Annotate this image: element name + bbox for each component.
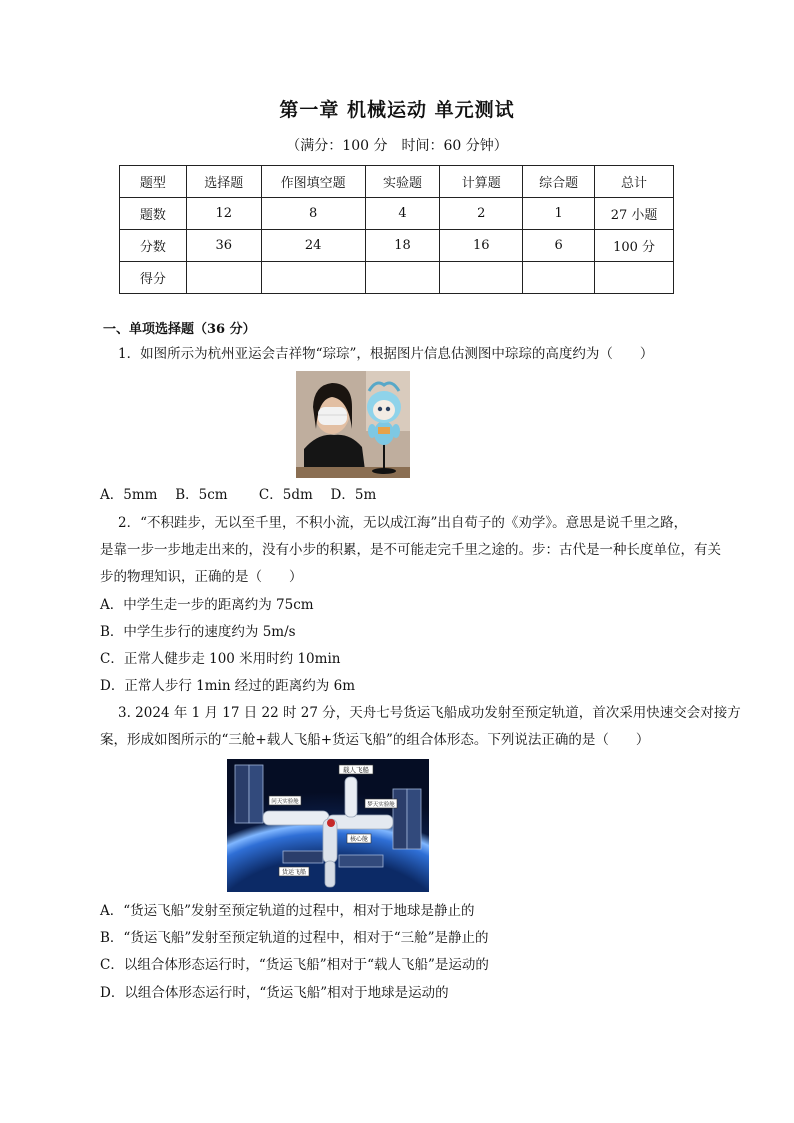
score-input-cell[interactable] <box>365 262 440 294</box>
table-cell: 12 <box>186 198 261 230</box>
table-cell: 27 小题 <box>595 198 674 230</box>
table-cell: 6 <box>523 230 595 262</box>
question-3-option-a: A．“货运飞船”发射至预定轨道的过程中，相对于地球是静止的 <box>100 903 475 919</box>
table-row <box>120 166 674 198</box>
table-cell: 综合题 <box>523 166 595 198</box>
question-2-option-a: A．中学生走一步的距离约为 75cm <box>100 597 314 613</box>
table-cell: 总计 <box>595 166 674 198</box>
score-input-cell[interactable] <box>186 262 261 294</box>
table-cell: 16 <box>440 230 523 262</box>
question-2-line: 是靠一步一步地走出来的，没有小步的积累，是不可能走完千里之途的。步：古代是一种长度单位，有关 <box>100 542 721 558</box>
table-cell: 1 <box>523 198 595 230</box>
score-input-cell[interactable] <box>595 262 674 294</box>
table-cell: 作图填空题 <box>261 166 365 198</box>
table-cell: 36 <box>186 230 261 262</box>
table-cell: 分数 <box>120 230 187 262</box>
question-1-stem: 1．如图所示为杭州亚运会吉祥物“琮琮”，根据图片信息估测图中琮琮的高度约为（ ） <box>118 346 654 362</box>
space-station-illustration <box>227 759 429 892</box>
question-2-option-b: B．中学生步行的速度约为 5m/s <box>100 624 296 640</box>
table-cell: 题型 <box>120 166 187 198</box>
score-input-cell[interactable] <box>261 262 365 294</box>
table-cell: 8 <box>261 198 365 230</box>
score-input-cell[interactable] <box>523 262 595 294</box>
question-3-option-b: B．“货运飞船”发射至预定轨道的过程中，相对于“三舱”是静止的 <box>100 930 489 946</box>
table-cell: 2 <box>440 198 523 230</box>
table-row <box>120 198 674 230</box>
question-3-option-d: D．以组合体形态运行时，“货运飞船”相对于地球是运动的 <box>100 985 449 1001</box>
question-2-option-c: C．正常人健步走 100 米用时约 10min <box>100 651 341 667</box>
question-2-option-d: D．正常人步行 1min 经过的距离约为 6m <box>100 678 355 694</box>
question-2-line: 2．“不积跬步，无以至千里，不积小流，无以成江海”出自荀子的《劝学》。意思是说千里之路， <box>118 515 688 531</box>
table-row <box>120 262 674 294</box>
question-3-line: 3. 2024 年 1 月 17 日 22 时 27 分，天舟七号货运飞船成功发射至预定轨道，首次采用快速交会对接方 <box>118 705 741 721</box>
label-cargo-ship: 货运飞船 <box>281 869 307 876</box>
table-cell: 计算题 <box>440 166 523 198</box>
question-2-line: 步的物理知识，正确的是（ ） <box>100 569 303 585</box>
mascot-photo <box>296 371 410 478</box>
page-title: 第一章 机械运动 单元测试 <box>279 99 515 121</box>
table-cell: 4 <box>365 198 440 230</box>
space-station-photo <box>227 759 429 892</box>
question-3-line: 案，形成如图所示的“三舱+载人飞船+货运飞船”的组合体形态。下列说法正确的是（ ） <box>100 732 650 748</box>
question-1-options: A．5mm B．5cm C．5dm D．5m <box>100 487 377 503</box>
table-cell: 题数 <box>120 198 187 230</box>
label-mengtian: 梦天实验舱 <box>367 802 395 808</box>
table-cell: 18 <box>365 230 440 262</box>
exam-info: （满分：100 分 时间：60 分钟） <box>286 138 508 154</box>
section-heading: 一、单项选择题（36 分） <box>103 322 256 337</box>
score-table <box>119 165 674 294</box>
label-wentian: 问天实验舱 <box>271 799 299 805</box>
table-cell: 选择题 <box>186 166 261 198</box>
label-core-module: 核心舱 <box>349 836 369 843</box>
label-crewed-ship: 载人飞船 <box>343 766 369 774</box>
table-cell: 100 分 <box>595 230 674 262</box>
mascot-illustration <box>296 371 410 478</box>
table-cell: 得分 <box>120 262 187 294</box>
score-input-cell[interactable] <box>440 262 523 294</box>
table-cell: 24 <box>261 230 365 262</box>
table-row <box>120 230 674 262</box>
question-3-option-c: C．以组合体形态运行时，“货运飞船”相对于“载人飞船”是运动的 <box>100 957 489 973</box>
table-cell: 实验题 <box>365 166 440 198</box>
